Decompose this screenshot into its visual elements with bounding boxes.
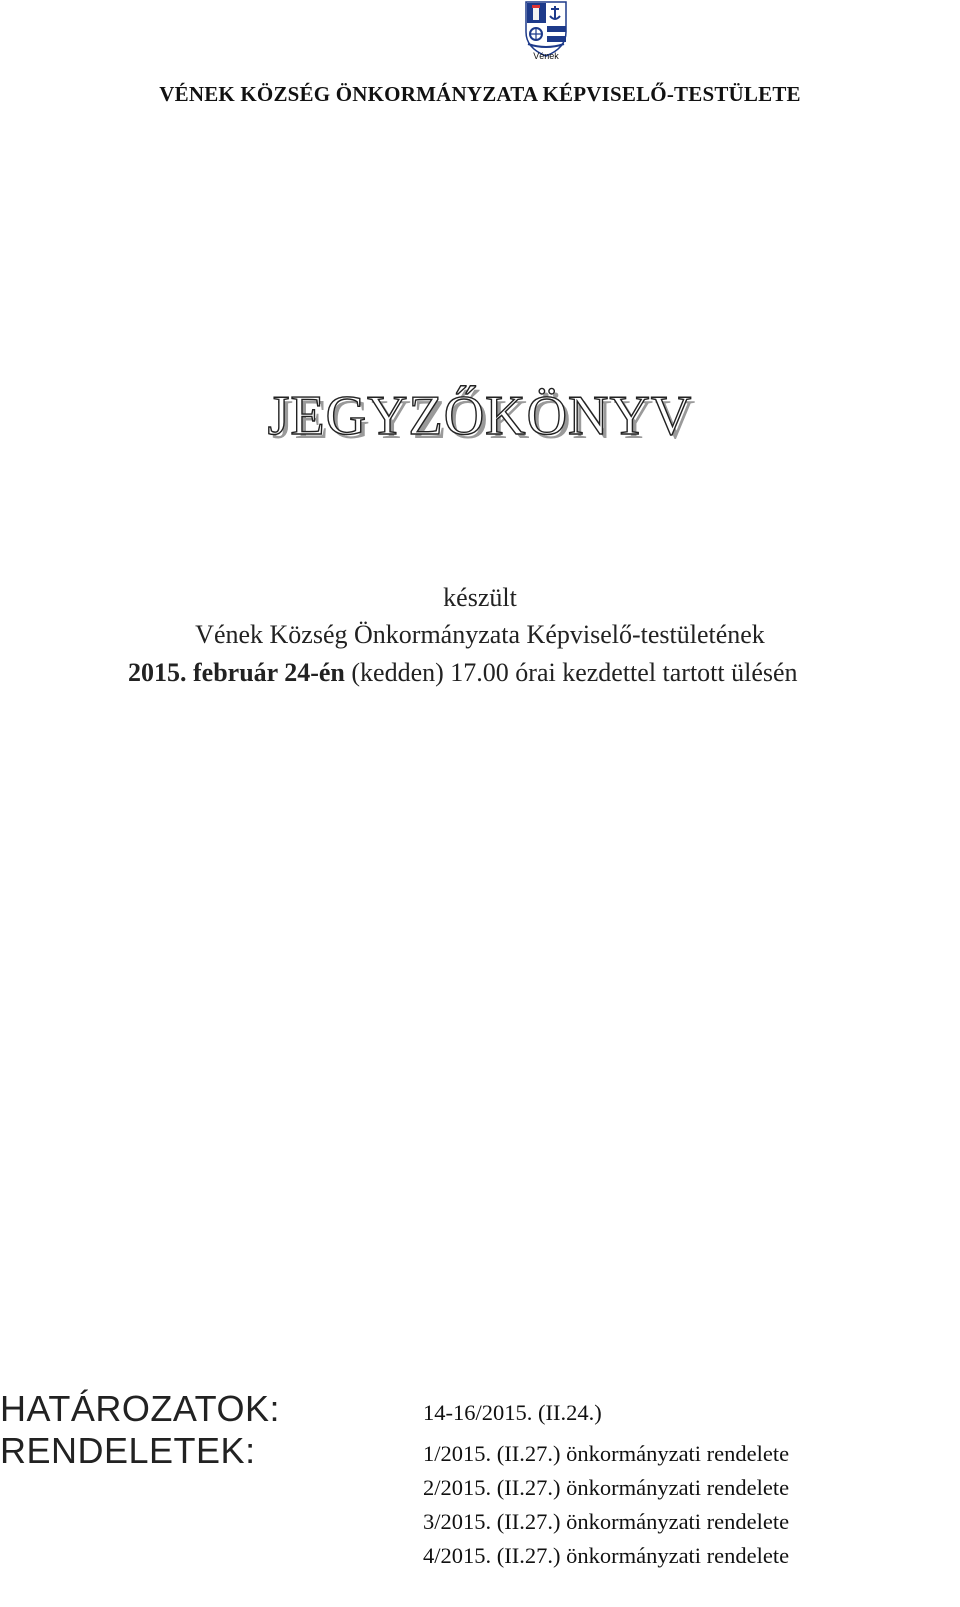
ordinance-item: 3/2015. (II.27.) önkormányzati rendelete [423,1509,790,1534]
ordinance-item: 4/2015. (II.27.) önkormányzati rendelete [423,1543,790,1568]
resolutions-value: 14-16/2015. (II.24.) [423,1400,602,1425]
ordinances-list [423,1437,789,1573]
meeting-time: (kedden) 17.00 órai kezdettel tartott ülésén [344,658,798,687]
council-title: VÉNEK KÖZSÉG ÖNKORMÁNYZATA KÉPVISELŐ-TESTÜLETE [159,82,801,106]
crest-caption: Vének [533,51,559,61]
ordinance-item: 1/2015. (II.27.) önkormányzati rendelete [423,1441,790,1466]
coat-of-arms [520,0,572,64]
ordinance-item: 2/2015. (II.27.) önkormányzati rendelete [423,1475,790,1500]
subtitle-made: készült [443,583,517,612]
resolutions-label: HATÁROZATOK: [0,1388,281,1429]
meeting-date: 2015. február 24-én [128,658,345,687]
document-title: JEGYZŐKÖNYV [267,385,693,447]
ordinances-label: RENDELETEK: [0,1430,256,1471]
subtitle-body: Vének Község Önkormányzata Képviselő-testületének [195,620,765,649]
meeting-date-line [8,658,960,688]
